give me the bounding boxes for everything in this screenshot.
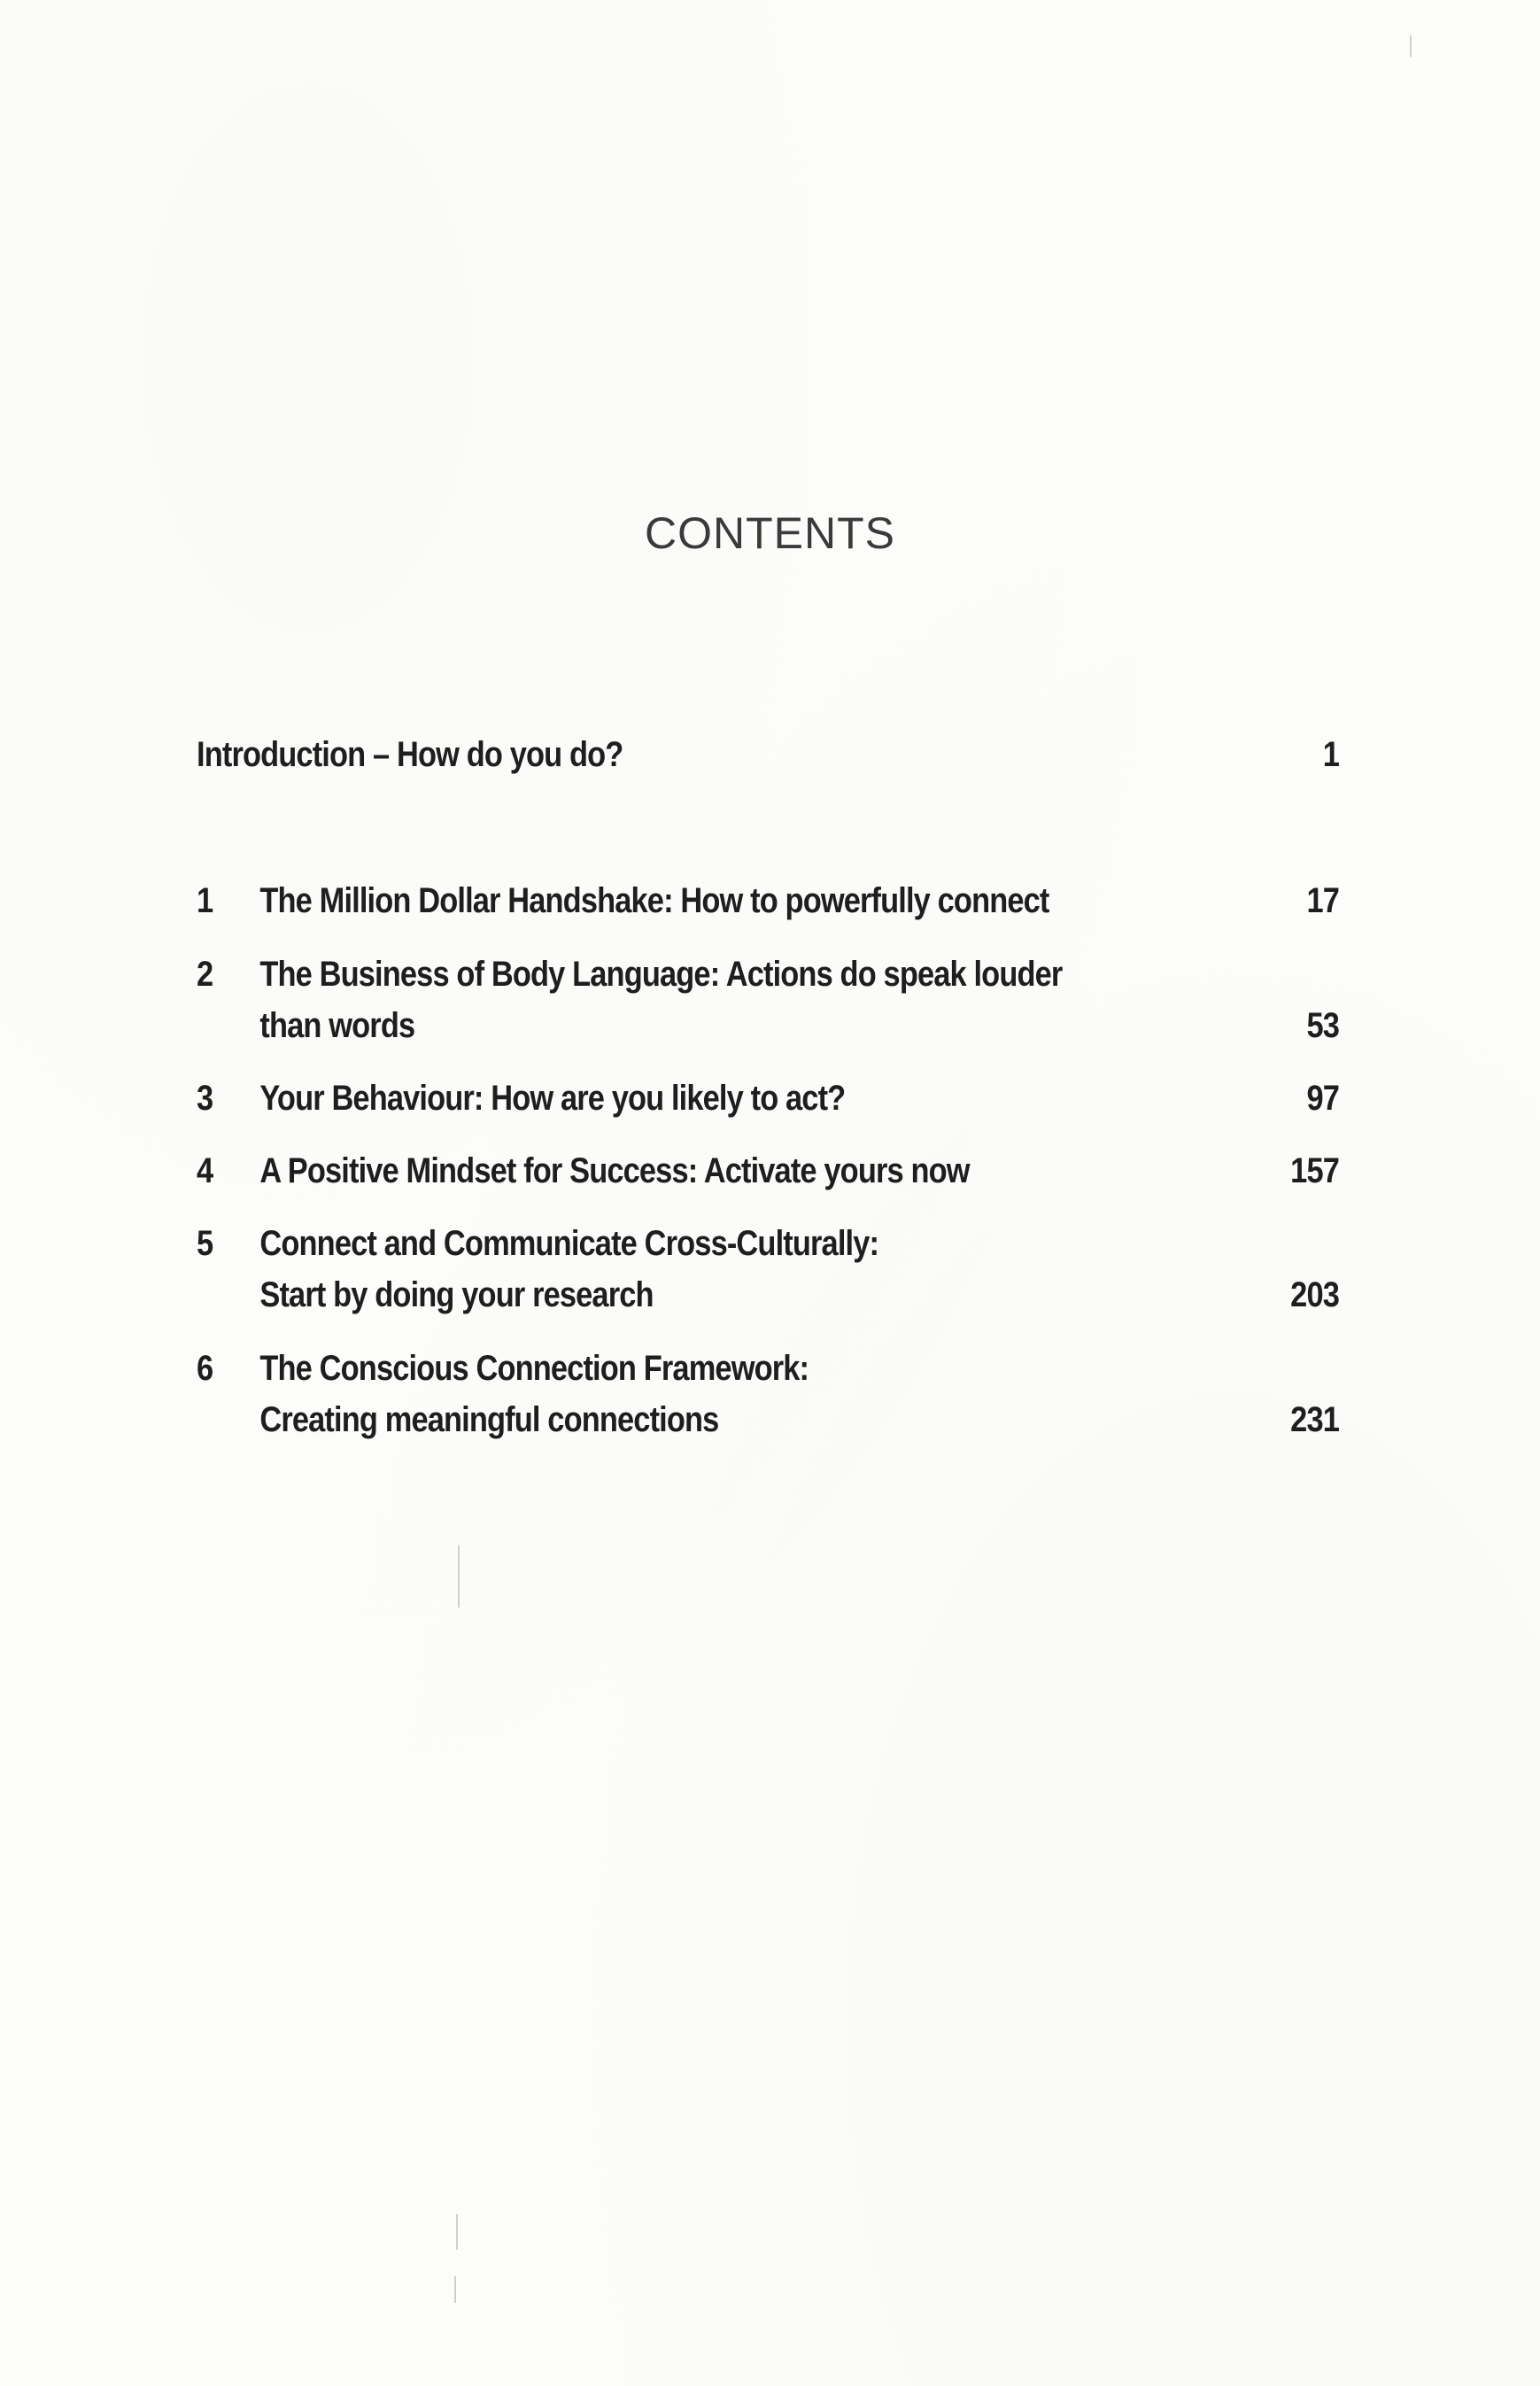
toc-title-line: A Positive Mindset for Success: Activate yours now (259, 1151, 970, 1190)
toc-title-line: The Business of Body Language: Actions do speak louder (259, 955, 1063, 994)
toc-page-number: 53 (1306, 1006, 1339, 1045)
toc-page-number: 17 (1306, 881, 1339, 920)
toc-title-line: Start by doing your research (259, 1275, 654, 1314)
chapter-number: 4 (197, 1151, 213, 1190)
paper-speck (1410, 35, 1412, 57)
chapter-number: 2 (197, 955, 213, 994)
toc-title-line: than words (259, 1006, 415, 1045)
chapter-number: 5 (197, 1224, 213, 1263)
toc-page-number: 97 (1306, 1079, 1339, 1118)
toc-page-number: 157 (1290, 1151, 1339, 1190)
paper-speck (458, 1545, 460, 1607)
toc-title-line: Creating meaningful connections (259, 1400, 719, 1439)
toc-entry-title (259, 875, 1049, 926)
toc-entry-title (259, 1073, 1036, 1124)
paper-speck (456, 2214, 458, 2250)
toc-title-line: Connect and Communicate Cross-Culturally: (259, 1224, 879, 1263)
chapter-number: 6 (197, 1349, 213, 1388)
toc-page-number: 231 (1290, 1400, 1339, 1439)
toc-entry-title (197, 729, 973, 780)
chapter-number: 1 (197, 881, 213, 920)
toc-title-line: Introduction – How do you do? (197, 735, 623, 774)
toc-page-number: 1 (1322, 735, 1339, 774)
toc-entry-title (259, 1343, 1036, 1445)
toc-entry-title (259, 949, 1063, 1051)
toc-entry-title (259, 1145, 1036, 1197)
toc-title-line: The Conscious Connection Framework: (259, 1349, 809, 1388)
toc-entry-title (259, 1218, 1036, 1321)
toc-title-line: The Million Dollar Handshake: How to powerfully connect (259, 881, 1049, 920)
toc-title-line: Your Behaviour: How are you likely to act? (259, 1079, 846, 1118)
paper-speck (454, 2276, 456, 2303)
toc-page-number: 203 (1290, 1275, 1339, 1314)
contents-heading: CONTENTS (645, 508, 895, 558)
chapter-number: 3 (197, 1079, 213, 1118)
